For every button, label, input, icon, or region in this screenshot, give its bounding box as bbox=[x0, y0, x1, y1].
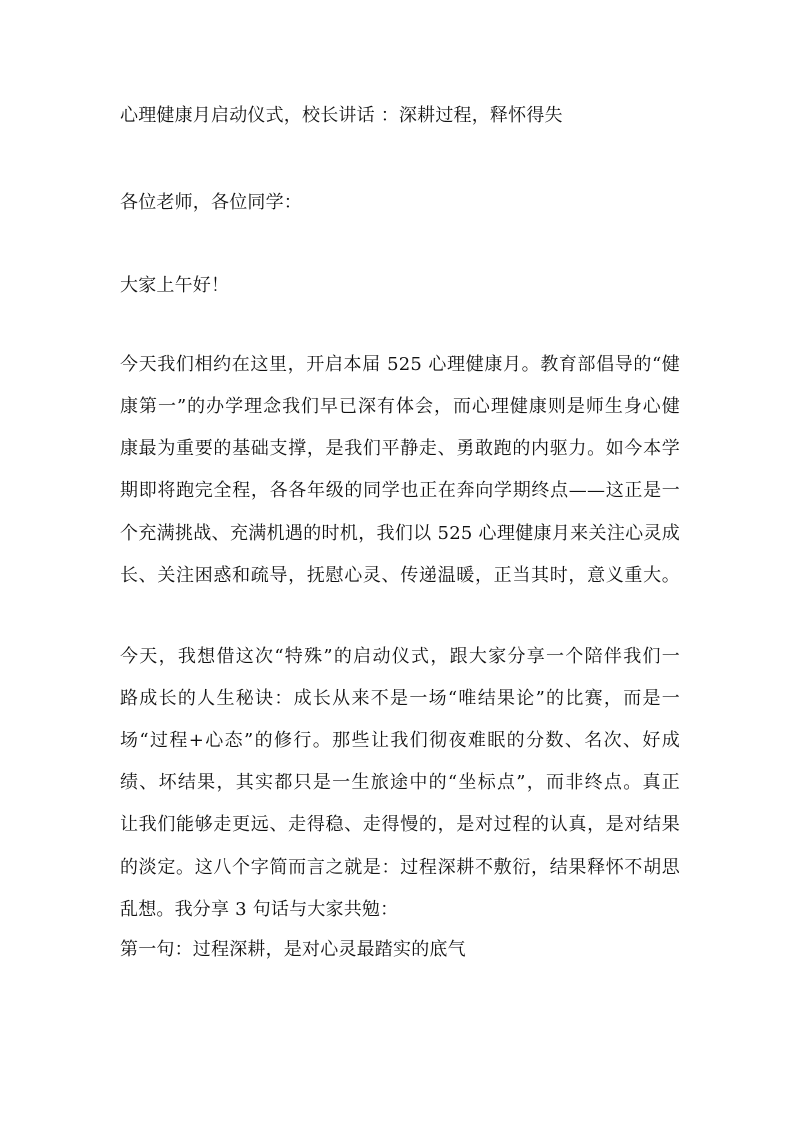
paragraph-2-line-2: 路成长的人生秘诀：成长从来不是一场“唯结果论”的比赛，而是一 bbox=[120, 688, 680, 709]
greeting: 大家上午好！ bbox=[120, 275, 230, 296]
salutation: 各位老师，各位同学： bbox=[120, 192, 302, 213]
paragraph-1-line-4: 期即将跑完全程，各各年级的同学也正在奔向学期终点——这正是一 bbox=[120, 480, 680, 501]
paragraph-1-line-1: 今天我们相约在这里，开启本届 525 心理健康月。教育部倡导的“健 bbox=[120, 354, 680, 375]
section-heading-1: 第一句：过程深耕，是对心灵最踏实的底气 bbox=[120, 939, 466, 960]
paragraph-2-line-6: 的淡定。这八个字简而言之就是：过程深耕不敷衍，结果释怀不胡思 bbox=[120, 857, 680, 878]
paragraph-2-line-1: 今天，我想借这次“特殊”的启动仪式，跟大家分享一个陪伴我们一 bbox=[120, 646, 680, 667]
paragraph-1-line-3: 康最为重要的基础支撑，是我们平静走、勇敢跑的内驱力。如今本学 bbox=[120, 438, 680, 459]
paragraph-1-line-5: 个充满挑战、充满机遇的时机，我们以 525 心理健康月来关注心灵成 bbox=[120, 523, 680, 544]
paragraph-2-line-4: 绩、坏结果，其实都只是一生旅途中的“坐标点”，而非终点。真正 bbox=[120, 772, 680, 793]
paragraph-1-line-2: 康第一”的办学理念我们早已深有体会，而心理健康则是师生身心健 bbox=[120, 396, 680, 417]
paragraph-2-line-7: 乱想。我分享 3 句话与大家共勉： bbox=[120, 899, 399, 920]
document-title: 心理健康月启动仪式，校长讲话 ：深耕过程，释怀得失 bbox=[120, 105, 563, 126]
paragraph-2-line-5: 让我们能够走更远、走得稳、走得慢的，是对过程的认真，是对结果 bbox=[120, 814, 680, 835]
paragraph-1-line-6: 长、关注困惑和疏导，抚慰心灵、传递温暖，正当其时，意义重大。 bbox=[120, 565, 680, 586]
paragraph-2-line-3: 场“过程+心态”的修行。那些让我们彻夜难眠的分数、名次、好成 bbox=[120, 730, 680, 751]
